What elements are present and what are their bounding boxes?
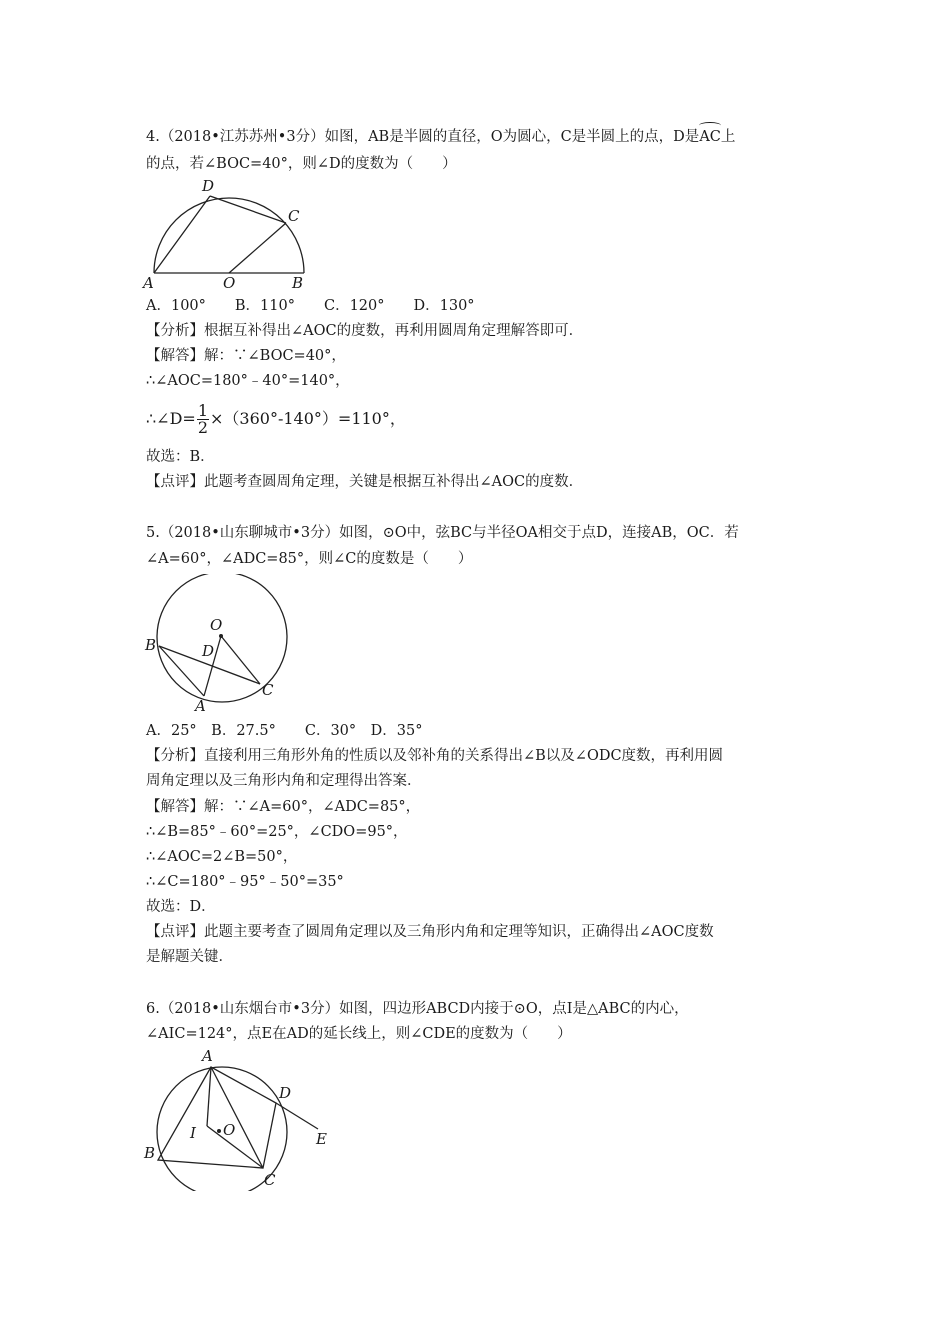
q4-stem-tail: 上 bbox=[720, 129, 736, 145]
q4-label-d: D bbox=[202, 177, 215, 195]
q4-label-a: A bbox=[143, 274, 154, 291]
q4-stem-line2: 的点，若∠BOC=40°，则∠D的度数为（ ） bbox=[146, 156, 457, 172]
q5-analysis-line1: 【分析】直接利用三角形外角的性质以及邻补角的关系得出∠B以及∠ODC度数，再利用圆 bbox=[146, 748, 724, 764]
q4-arc-ac-label: AC bbox=[699, 126, 721, 148]
q4-options: A．100° B．110° C．120° D．130° bbox=[146, 298, 475, 314]
q4-sol3-prefix: ∴∠D= bbox=[146, 409, 196, 428]
q6-label-o: O bbox=[223, 1121, 236, 1139]
q4-solution-line1: 【解答】解：∵∠BOC=40°， bbox=[146, 348, 346, 364]
q6-label-c: C bbox=[264, 1171, 276, 1189]
q5-label-d: D bbox=[202, 642, 215, 660]
q4-analysis: 【分析】根据互补得出∠AOC的度数，再利用圆周角定理解答即可． bbox=[146, 323, 584, 339]
q5-label-a: A bbox=[195, 697, 206, 714]
q5-solution-line2: ∴∠B=85°﹣60°=25°，∠CDO=95°， bbox=[146, 824, 408, 840]
q5-label-c: C bbox=[262, 681, 274, 699]
q4-solution-line3 bbox=[146, 402, 406, 436]
q5-choice: 故选：D． bbox=[146, 899, 216, 915]
q6-label-i: I bbox=[190, 1124, 196, 1142]
q5-analysis-line2: 周角定理以及三角形内角和定理得出答案． bbox=[146, 773, 422, 789]
q5-comment-line2: 是解题关键． bbox=[146, 949, 233, 965]
q4-sol3-suffix: ×（360°-140°）=110°， bbox=[210, 409, 406, 428]
q4-comment: 【点评】此题考查圆周角定理，关键是根据互补得出∠AOC的度数． bbox=[146, 474, 584, 490]
q6-cyclic-quadrilateral-figure bbox=[140, 1046, 340, 1191]
q5-options: A．25° B．27.5° C．30° D．35° bbox=[146, 723, 423, 739]
q4-solution-line2: ∴∠AOC=180°﹣40°=140°， bbox=[146, 373, 350, 389]
q4-stem-text: 4.（2018•江苏苏州•3分）如图，AB是半圆的直径，O为圆心，C是半圆上的点，D是 bbox=[146, 129, 700, 145]
q4-fraction-numerator: 1 bbox=[197, 401, 209, 420]
q5-stem-line1: 5.（2018•山东聊城市•3分）如图，⊙O中，弦BC与半径OA相交于点D，连接AB，OC．若 bbox=[146, 525, 739, 541]
q5-solution-line3: ∴∠AOC=2∠B=50°， bbox=[146, 849, 298, 865]
q4-label-c: C bbox=[288, 207, 300, 225]
q5-label-o: O bbox=[210, 616, 223, 634]
q4-choice: 故选：B． bbox=[146, 449, 215, 465]
q5-solution-line4: ∴∠C=180°﹣95°﹣50°=35° bbox=[146, 874, 344, 890]
q6-label-b: B bbox=[144, 1144, 156, 1162]
q4-fraction-denominator: 2 bbox=[197, 418, 209, 437]
q4-semicircle-figure bbox=[140, 176, 320, 291]
q6-label-e: E bbox=[316, 1130, 327, 1148]
q5-comment-line1: 【点评】此题主要考查了圆周角定理以及三角形内角和定理等知识，正确得出∠AOC度数 bbox=[146, 924, 714, 940]
q6-label-a: A bbox=[202, 1047, 213, 1065]
q5-solution-line1: 【解答】解：∵∠A=60°，∠ADC=85°， bbox=[146, 799, 421, 815]
q4-label-o: O bbox=[223, 274, 236, 291]
q5-stem-line2: ∠A=60°，∠ADC=85°，则∠C的度数是（ ） bbox=[146, 551, 473, 567]
q4-label-b: B bbox=[292, 274, 304, 291]
q6-stem-line2: ∠AIC=124°，点E在AD的延长线上，则∠CDE的度数为（ ） bbox=[146, 1026, 572, 1042]
q4-fraction bbox=[197, 403, 209, 436]
q5-label-b: B bbox=[145, 636, 157, 654]
q6-stem-line1: 6.（2018•山东烟台市•3分）如图，四边形ABCD内接于⊙O，点I是△ABC的内心， bbox=[146, 1001, 689, 1017]
q4-stem-line1 bbox=[146, 126, 735, 148]
q6-label-d: D bbox=[279, 1084, 292, 1102]
q5-circle-figure bbox=[140, 574, 300, 714]
